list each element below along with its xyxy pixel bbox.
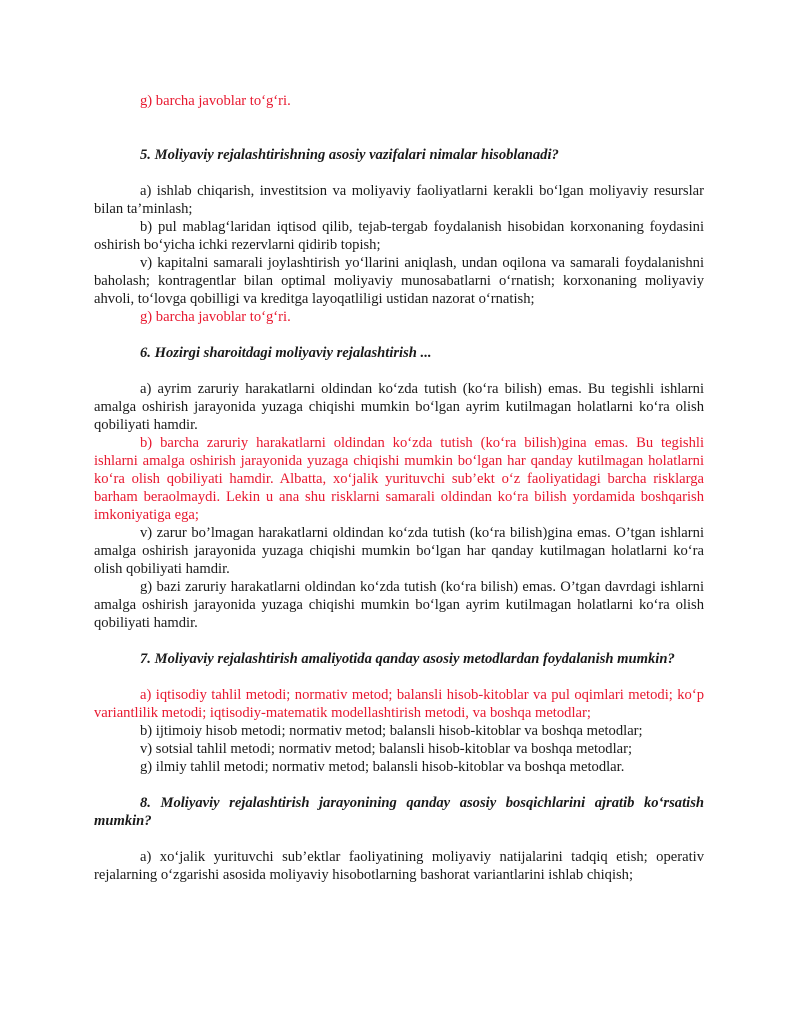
answer-6a: a) ayrim zaruriy harakatlarni oldindan ko‘zda tutish (ko‘ra bilish) emas. Bu tegishli ishlarni amalga oshirish jarayonida yuzaga chiqishi mumkin bo‘lgan ayrim kutilmagan holatlarni ko‘ra olish qobiliyati hamdir. — [94, 381, 704, 433]
answer-5v: v) kapitalni samarali joylashtirish yo‘llarini aniqlash, undan oqilona va samarali foydalanishni baholash; kontragentlar bilan optimal moliyaviy munosabatlarni o‘rnatish; korxonaning moliyaviy ahvoli, to‘lovga qobilligi va kreditga layoqatliligi ustidan nazorat o‘rnatish; — [94, 255, 704, 307]
answer-5g-correct: g) barcha javoblar to‘g‘ri. — [140, 309, 291, 325]
question-6: 6. Hozirgi sharoitdagi moliyaviy rejalashtirish ... — [140, 345, 432, 361]
answer-7b: b) ijtimoiy hisob metodi; normativ metod; balansli hisob-kitoblar va boshqa metodlar; — [140, 723, 643, 739]
answer-7v: v) sotsial tahlil metodi; normativ metod; balansli hisob-kitoblar va boshqa metodlar; — [140, 741, 633, 757]
question-5: 5. Moliyaviy rejalashtirishning asosiy vazifalari nimalar hisoblanadi? — [140, 147, 559, 163]
answer-5a: a) ishlab chiqarish, investitsion va moliyaviy faoliyatlarni kerakli bo‘lgan moliyaviy resurslar bilan ta’minlash; — [94, 183, 704, 217]
question-7: 7. Moliyaviy rejalashtirish amaliyotida qanday asosiy metodlardan foydalanish mumkin? — [140, 651, 675, 667]
question-8: 8. Moliyaviy rejalashtirish jarayonining qanday asosiy bosqichlarini ajratib ko‘rsatish mumkin? — [94, 795, 704, 829]
document-body — [94, 92, 704, 884]
answer-8a: a) xo‘jalik yurituvchi sub’ektlar faoliyatining moliyaviy natijalarini tadqiq etish; operativ rejalarning o‘zgarishi asosida moliyaviy hisobotlarning bashorat variantlarini ishlab chiqish; — [94, 849, 704, 883]
answer-6g: g) bazi zaruriy harakatlarni oldindan ko‘zda tutish (ko‘ra bilish) emas. O’tgan davrdagi ishlarni amalga oshirish jarayonida yuzaga chiqishi mumkin bo‘lgan ayrim kutilmagan holatlarni ko‘ra olish qobiliyati hamdir. — [94, 579, 704, 631]
answer-5b: b) pul mablag‘laridan iqtisod qilib, tejab-tergab foydalanish hisobidan korxonaning foydasini oshirish bo‘yicha ichki rezervlarni qidirib topish; — [94, 219, 704, 253]
answer-6v: v) zarur bo’lmagan harakatlarni oldindan ko‘zda tutish (ko‘ra bilish)gina emas. O’tgan ishlarni amalga oshirish jarayonida yuzaga chiqishi mumkin bo‘lgan har qanday kutilmagan holatlarni ko‘ra olish qobiliyati hamdir. — [94, 525, 704, 577]
answer-4g-correct: g) barcha javoblar to‘g‘ri. — [140, 93, 291, 109]
answer-7g: g) ilmiy tahlil metodi; normativ metod; balansli hisob-kitoblar va boshqa metodlar. — [140, 759, 625, 775]
answer-6b-correct: b) barcha zaruriy harakatlarni oldindan ko‘zda tutish (ko‘ra bilish)gina emas. Bu tegishli ishlarni amalga oshirish jarayonida yuzaga chiqishi mumkin bo‘lgan har qanday kutilmagan holatlarni ko‘ra olish qobiliyati hamdir. Albatta, xo‘jalik yurituvchi sub’ekt o‘z faoliyatidagi barcha risklarga barham beraolmaydi. Lekin u ana shu risklarni samarali oldindan ko‘ra bilish yordamida boshqarish imkoniyatiga ega; — [94, 435, 704, 523]
answer-7a-correct: a) iqtisodiy tahlil metodi; normativ metod; balansli hisob-kitoblar va pul oqimlari metodi; ko‘p variantlilik metodi; iqtisodiy-matematik modellashtirish metodi, va boshqa metodlar; — [94, 687, 704, 721]
